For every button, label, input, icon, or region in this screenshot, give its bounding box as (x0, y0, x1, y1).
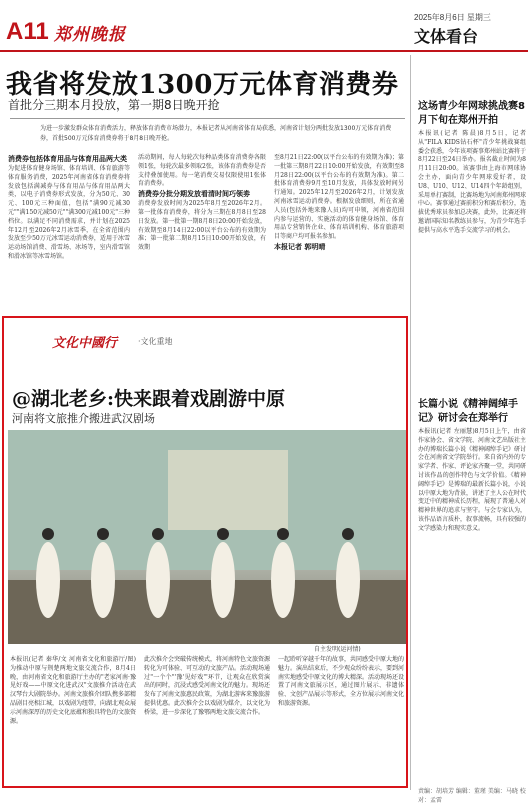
section-title: 文体看台 (414, 27, 479, 46)
lead-col2-text-a: 活动期间，每人每轮次每种品类体育消费券各限领1张，每轮次最多领取2张，该体育消费券是否支持叠加使用。每一笔消费交易仅限使用1张体育消费券。 (138, 154, 266, 188)
stage-performance-photo (8, 430, 406, 644)
right-headline-2: 长篇小说《精神阔绰手记》研讨会在郑举行 (418, 399, 518, 424)
paper-logo: 郑州晚报 (54, 25, 126, 45)
lead-headline: 我省将发放1300万元体育消费券 (6, 70, 399, 100)
right-headline-1: 这场青少年网球挑战赛8月下旬在郑州开拍 (418, 101, 525, 126)
masthead (0, 0, 528, 52)
lead-col2-text-b: 消费券发放时间为2025年8月至2026年2月。第一批体育消费券，将分为三期在8月8日至28日发放。第一批第一期8月8日20:00开始发放，有效期至8月14日22:00以平台公布的有效期为准；第一批第二期8月15日10:00开始发放，有效期 (138, 200, 266, 252)
lead-byline: 本报记者 郭明晴 (274, 242, 326, 251)
right-article-2: 本报讯(记者 左丽慧)8月5日上午，由省作家协会、省文学院、河南文艺出版社主办的博瑞长篇小说《精神阔绰手记》研讨会在河南省文学院举行。来自省内外的专家学者、作家、评论家齐聚一堂，共同研讨该作品的创作特色与文学价值。《精神阔绰手记》是博瑞的最新长篇小说，小说以中原大地为背景，讲述了主人公在时代变迁中的精神成长历程，展现了普通人对精神世界的追求与坚守。与会专家认为，该作品语言质朴，叙事流畅，具有较强的文学感染力和现实意义。 (418, 428, 527, 532)
divider (10, 118, 405, 119)
feature-subtitle: 河南将文旅推介搬进武汉剧场 (12, 412, 155, 425)
dateline: 2025年8月6日 星期三 (414, 13, 491, 22)
lead-column-2 (138, 154, 266, 316)
footer-credits: 责编：胡培芳 编辑：董瑾 美编：马晓 校对：孟雷 (418, 788, 526, 804)
feature-tag: ·文化重地 (138, 337, 173, 346)
photo-caption: 自主发明(运河情) (314, 646, 361, 653)
right-article-1: 本报讯(记者 陈晨)8月5日，记者从"FILA KIDS钻石杯"青少年挑战赛组委会获悉，今年该项赛事郑州站比赛将于8月22日至24日举办。报名截止时间为8月11日20:00。该赛事由上海市网球协会主办，面向青少年网球爱好者，设U8、U10、U12、U14四个年龄组别，采用单打赛制，比赛场地为河南郑州网球中心。赛事通过赛前积分和赛后积分，选拔优秀球员参加总决赛，此外，比赛还将邀请国际知名教练员参与，为青少年选手提供与高水平选手交流学习的机会。 (418, 130, 527, 234)
feature-article (2, 316, 408, 788)
lead-column-1 (8, 154, 130, 316)
lead-column-3 (274, 154, 404, 316)
feature-title: @湖北老乡:快来跟着戏剧游中原 (12, 388, 286, 410)
feature-column-3: 一起聆听穿越千年的故事，共同感受中原大地的魅力。演出结束后，不少观众纷纷表示，要到河南实地感受中原文化的博大精深。活动现场还设置了河南文旅展示区，通过图片展示、非遗体验、文创产品展示等形式，全方位展示河南文化和旅游资源。 (278, 656, 405, 707)
lead-subhead: 首批分三期本月投放，第一期8日晚开抢 (8, 98, 220, 112)
feature-column-2: 此次推介会突破传统模式，将河南特色文旅资源转化为可体验、可互动的文旅产品。活动现场通过"一个个"'豫'见好戏'"环节，让观众在欣赏演出的同时，沉浸式感受河南文化的魅力。现场还发布了河南文旅惠民政策，为湖北游客来豫旅游提供优惠。此次推介会以戏剧为媒介，以文化为桥梁，进一步深化了豫鄂两地文旅交流合作。 (144, 656, 271, 716)
page-number: A11 (6, 18, 49, 45)
lead-subtitle-1: 消费券包括体育用品与体育用品两大类 (8, 155, 127, 163)
column-divider (410, 55, 411, 790)
lead-subtitle-2: 消费券分批分期发放看清时间巧领劵 (138, 190, 250, 199)
feature-column-1: 本报讯(记者 秦华/文 河南省文化和旅游厅/图)为推动中原与荆楚两地文旅交流合作，8月4日晚，由河南省文化和旅游厅主办的"老家河南·豫见好戏——中原文化进武汉"文旅推介活动在武汉琴台大剧院举办。河南文旅推介团队携多部精品剧目亮相江城，以戏剧为纽带，向湖北观众展示河南深厚的历史文化底蕴和独具特色的文旅资源。 (10, 656, 137, 725)
lead-paragraph: 为进一步激发群众体育消费活力，释放体育消费市场潜力，本报记者从河南省体育局获悉，河南省计划分两批发放1300万元体育消费券，首批500万元体育消费券将于8月8日晚开抢。 (40, 125, 392, 142)
lead-col1-text: 为促进体育健身场馆、体育培训、体育旅游等体育服务消费，2025年河南省体育消费券将发放包括满减券与体育用品与体育用品两大类，以电子消费券形式发放，分为50元、30元、100元三种面值，包括"满90元减30元""满150元减50元""满300元减100元"三种档位。以满足不同消费需求，并计划在2025年12月至2026年2月冰雪季，在全省范围内发放至少50万元冰雪运动消费券，适用于冰雪运动场馆消费、滑雪场、冰场等，室内滑雪馆和滑冰馆等冰雪场馆。 (8, 165, 130, 260)
feature-brand-logo: 文化中國行 (52, 336, 118, 351)
lead-col3-text: 至8月21日22:00(以平台公布的有效期为准)；第一批第三期8月22日10:00开始发放，有效期至8月28日22:00(以平台公布的有效期为准)。第二批体育消费券9月至10月发放，具体发放时间另行通知。2025年12月至2026年2月，计划发放河南冰雪运动消费券。根据发放细则，所在省通人员(包括外地来豫人员)均可申领，河南省范围内参与运营的、实施活动的体育健身场馆、体育用品专营销售企业、体育培训机构、体育旅游项目等商户均可报名参加。 (274, 154, 404, 241)
stage-illustration (8, 430, 406, 644)
